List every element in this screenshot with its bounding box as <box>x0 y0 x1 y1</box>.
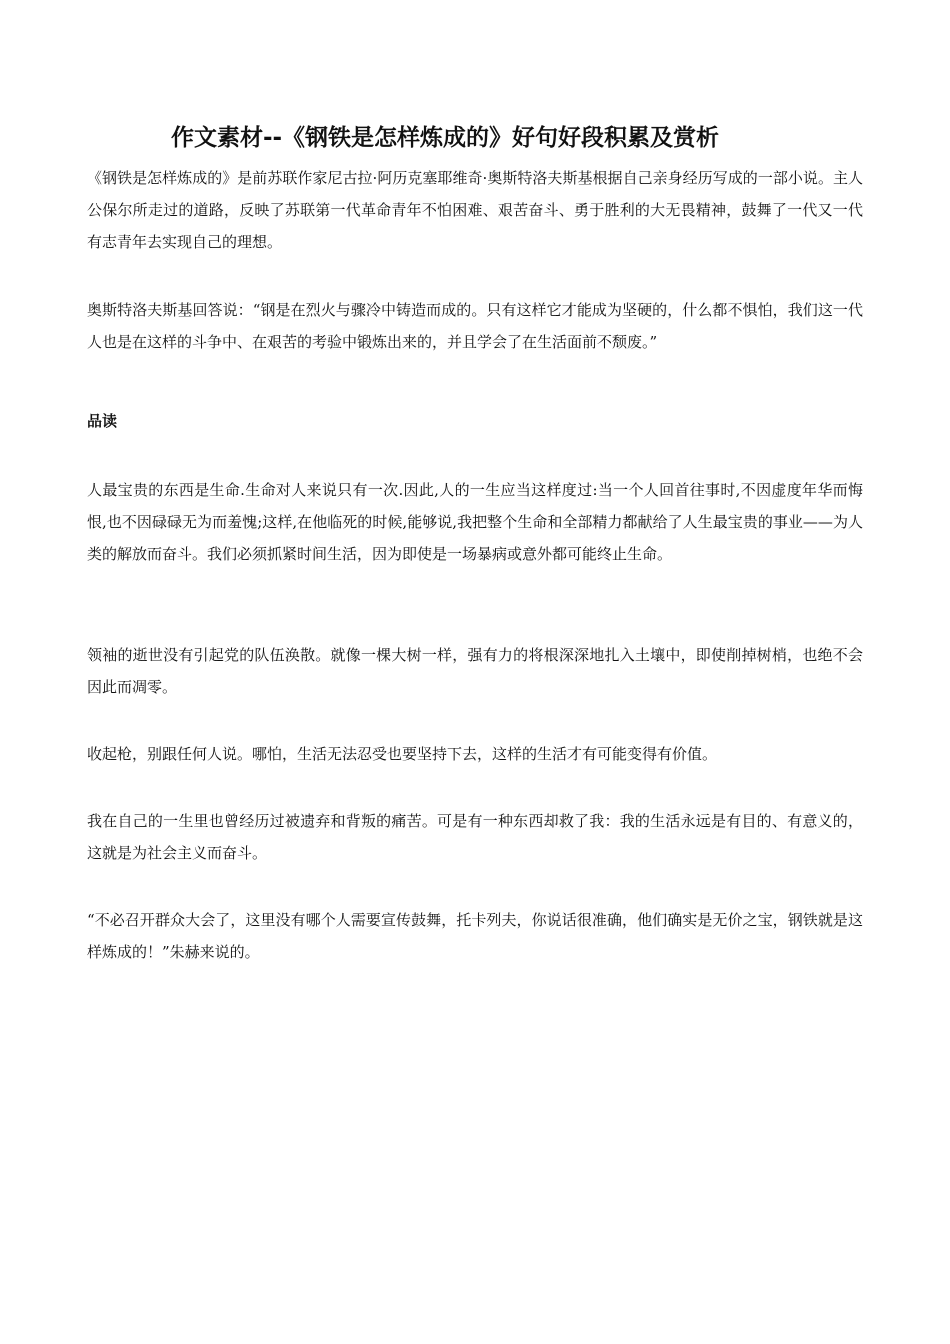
passage-paragraph: 人最宝贵的东西是生命.生命对人来说只有一次.因此,人的一生应当这样度过:当一个人回首往事时,不因虚度年华而悔恨,也不因碌碌无为而羞愧;这样,在他临死的时候,能够说,我把整个生命和全部精力都献给了人生最宝贵的事业——为人类的解放而奋斗。我们必须抓紧时间生活，因为即使是一场暴病或意外都可能终止生命。 <box>87 481 863 563</box>
passage-paragraph: “不必召开群众大会了，这里没有哪个人需要宣传鼓舞，托卡列夫，你说话很准确，他们确实是无价之宝，钢铁就是这样炼成的！”朱赫来说的。 <box>87 911 863 961</box>
passage-paragraph: 我在自己的一生里也曾经历过被遗弃和背叛的痛苦。可是有一种东西却救了我：我的生活永远是有目的、有意义的，这就是为社会主义而奋斗。 <box>87 812 863 862</box>
intro-paragraph: 《钢铁是怎样炼成的》是前苏联作家尼古拉·阿历克塞耶维奇·奥斯特洛夫斯基根据自己亲身经历写成的一部小说。主人公保尔所走过的道路，反映了苏联第一代革命青年不怕困难、艰苦奋斗、勇于胜利的大无畏精神，鼓舞了一代又一代有志青年去实现自己的理想。 <box>87 169 863 251</box>
section-heading: 品读 <box>87 412 118 430</box>
passage-paragraph: 收起枪，别跟任何人说。哪怕，生活无法忍受也要坚持下去，这样的生活才有可能变得有价值。 <box>87 745 718 763</box>
passage-paragraph: 领袖的逝世没有引起党的队伍涣散。就像一棵大树一样，强有力的将根深深地扎入土壤中，即使削掉树梢，也绝不会因此而凋零。 <box>87 646 863 696</box>
document-title: 作文素材--《钢铁是怎样炼成的》好句好段积累及赏析 <box>170 125 720 151</box>
quote-paragraph: 奥斯特洛夫斯基回答说：“钢是在烈火与骤冷中铸造而成的。只有这样它才能成为坚硬的，什么都不惧怕，我们这一代人也是在这样的斗争中、在艰苦的考验中锻炼出来的，并且学会了在生活面前不颓废。” <box>87 301 863 351</box>
